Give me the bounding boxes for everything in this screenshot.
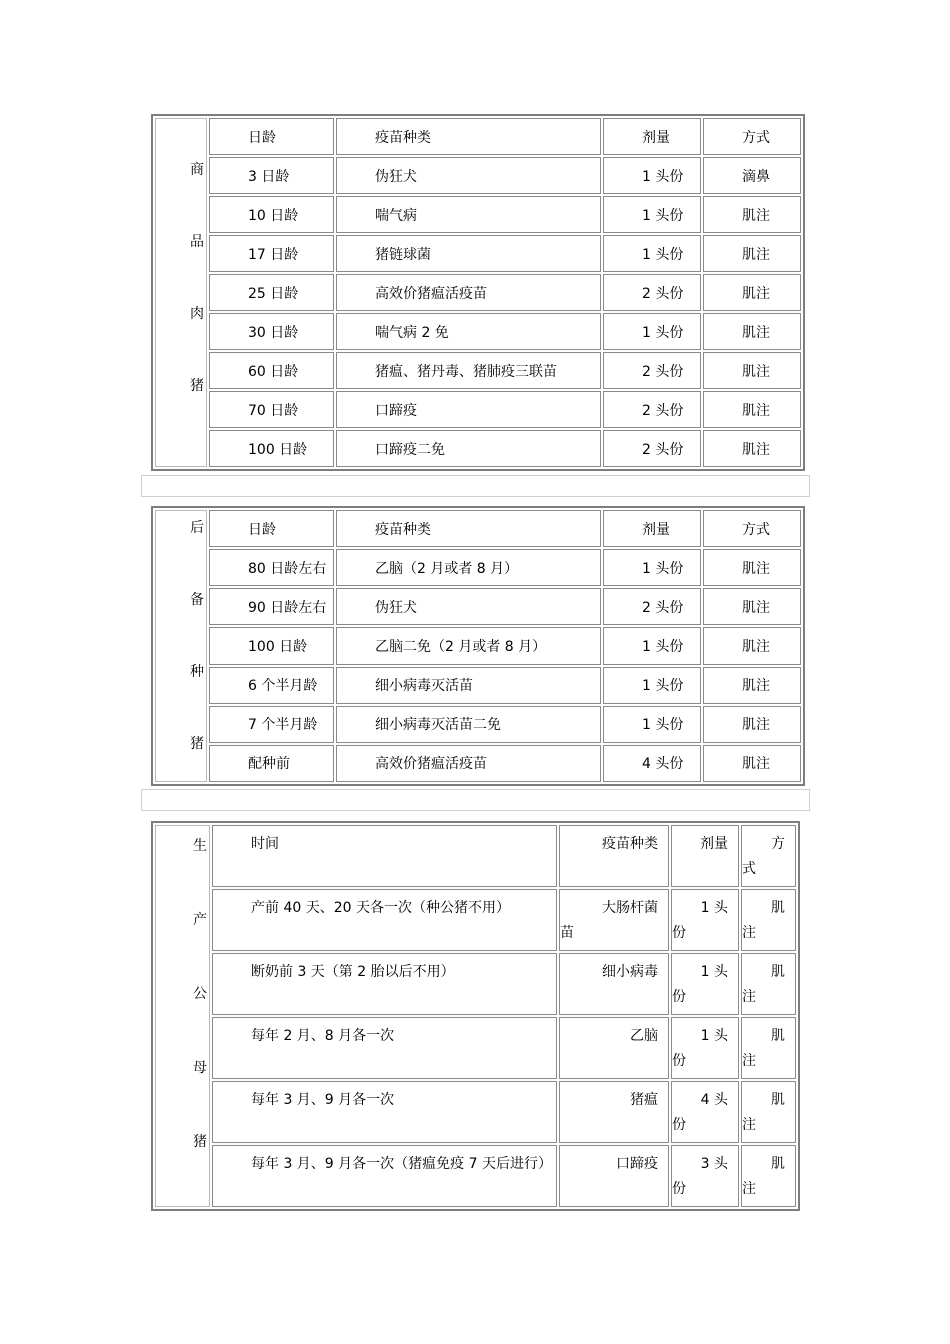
method-cell: 肌注 [703,706,801,743]
vaccine-cell: 高效价猪瘟活疫苗 [336,274,601,311]
vaccine-cell [559,953,669,1015]
vaccine-cell: 猪瘟、猪丹毒、猪肺疫三联苗 [336,352,601,389]
vaccine-cell [559,1081,669,1143]
category-char: 商 [190,162,204,178]
header-vaccine-text: 疫苗种类 [602,836,658,852]
method-cell: 肌注 [703,627,801,664]
dose-text-b: 份 [672,1053,686,1069]
time-cell: 每年 2 月、8 月各一次 [212,1017,557,1079]
table-header-row [155,118,801,155]
method-cell [741,889,796,951]
dose-text-b: 份 [672,1117,686,1133]
dose-cell: 2 头份 [603,588,701,625]
dose-cell: 2 头份 [603,430,701,467]
vaccine-cell: 伪狂犬 [336,588,601,625]
vaccine-cell: 伪狂犬 [336,157,601,194]
dose-text-b: 份 [672,1181,686,1197]
dose-cell: 1 头份 [603,235,701,272]
category-char: 猪 [190,736,204,752]
header-vaccine: 疫苗种类 [336,118,601,155]
age-cell: 30 日龄 [209,313,334,350]
age-cell: 17 日龄 [209,235,334,272]
method-cell [741,1017,796,1079]
method-cell: 肌注 [703,352,801,389]
vaccine-cell: 细小病毒灭活苗 [336,667,601,704]
header-dose-text: 剂量 [700,836,728,852]
table-row [155,1017,796,1079]
table-row [155,953,796,1015]
header-method [741,825,796,887]
dose-cell: 4 头份 [603,745,701,782]
vaccine-cell: 猪链球菌 [336,235,601,272]
age-cell: 60 日龄 [209,352,334,389]
header-method: 方式 [703,510,801,547]
age-cell: 100 日龄 [209,627,334,664]
age-cell: 配种前 [209,745,334,782]
category-char: 品 [190,234,204,250]
production-pig-vaccine-table [151,821,800,1211]
dose-text-a: 1 头 [700,900,728,916]
method-cell: 肌注 [703,430,801,467]
table-row [155,627,801,664]
method-text-a: 肌 [771,900,785,916]
header-dose [671,825,739,887]
vaccine-cell [559,1017,669,1079]
dose-cell: 1 头份 [603,313,701,350]
category-char: 产 [193,912,207,928]
time-cell: 断奶前 3 天（第 2 胎以后不用） [212,953,557,1015]
category-cell [155,825,210,1207]
category-cell [155,118,207,467]
method-cell: 肌注 [703,391,801,428]
table-row [155,313,801,350]
age-cell: 10 日龄 [209,196,334,233]
table-row [155,274,801,311]
method-text-a: 肌 [771,1092,785,1108]
dose-cell: 1 头份 [603,549,701,586]
header-age: 日龄 [209,510,334,547]
method-cell [741,1145,796,1207]
table-row [155,430,801,467]
table-row [155,745,801,782]
dose-text-a: 1 头 [700,964,728,980]
dose-cell: 2 头份 [603,274,701,311]
age-cell: 100 日龄 [209,430,334,467]
dose-cell: 1 头份 [603,196,701,233]
empty-divider-row [141,475,810,497]
vaccine-cell: 喘气病 [336,196,601,233]
age-cell: 80 日龄左右 [209,549,334,586]
age-cell: 3 日龄 [209,157,334,194]
table-row [155,549,801,586]
dose-text-a: 1 头 [700,1028,728,1044]
age-cell: 70 日龄 [209,391,334,428]
vaccine-cell: 乙脑二免（2 月或者 8 月） [336,627,601,664]
dose-cell: 1 头份 [603,706,701,743]
method-text-b: 注 [742,925,756,941]
method-cell: 肌注 [703,196,801,233]
dose-cell: 1 头份 [603,157,701,194]
header-dose: 剂量 [603,118,701,155]
vaccine-cell [559,889,669,951]
method-cell: 肌注 [703,313,801,350]
reserve-breeder-vaccine-table [151,506,805,786]
vaccine-text-a: 乙脑 [630,1028,658,1044]
age-cell: 6 个半月龄 [209,667,334,704]
dose-text-a: 3 头 [700,1156,728,1172]
vaccine-text-b: 苗 [560,925,574,941]
table-row [155,196,801,233]
time-cell: 每年 3 月、9 月各一次（猪瘟免疫 7 天后进行） [212,1145,557,1207]
dose-cell: 2 头份 [603,352,701,389]
table-row [155,157,801,194]
vaccine-cell: 乙脑（2 月或者 8 月） [336,549,601,586]
header-age: 日龄 [209,118,334,155]
dose-cell [671,889,739,951]
category-char: 种 [190,664,204,680]
dose-text-b: 份 [672,989,686,1005]
dose-cell: 1 头份 [603,627,701,664]
age-cell: 90 日龄左右 [209,588,334,625]
method-cell: 肌注 [703,745,801,782]
vaccine-cell: 细小病毒灭活苗二免 [336,706,601,743]
table-row [155,235,801,272]
method-cell [741,1081,796,1143]
dose-cell: 1 头份 [603,667,701,704]
method-text-a: 肌 [771,964,785,980]
empty-divider-row [141,789,810,811]
method-text-b: 注 [742,1181,756,1197]
dose-cell: 2 头份 [603,391,701,428]
table-header-row [155,510,801,547]
method-cell: 肌注 [703,588,801,625]
method-text-b: 注 [742,1117,756,1133]
age-cell: 7 个半月龄 [209,706,334,743]
vaccine-cell: 喘气病 2 免 [336,313,601,350]
method-cell: 滴鼻 [703,157,801,194]
vaccine-cell [559,1145,669,1207]
vaccine-cell: 高效价猪瘟活疫苗 [336,745,601,782]
vaccine-text-a: 猪瘟 [630,1092,658,1108]
method-cell: 肌注 [703,235,801,272]
category-char: 后 [190,520,204,536]
header-method: 方式 [703,118,801,155]
dose-cell [671,1145,739,1207]
category-char: 猪 [190,378,204,394]
header-method-text-b: 式 [742,861,756,877]
header-vaccine [559,825,669,887]
category-char: 肉 [190,306,204,322]
category-cell [155,510,207,782]
header-dose: 剂量 [603,510,701,547]
time-cell: 每年 3 月、9 月各一次 [212,1081,557,1143]
table-header-row [155,825,796,887]
time-cell: 产前 40 天、20 天各一次（种公猪不用） [212,889,557,951]
vaccine-text-a: 细小病毒 [602,964,658,980]
vaccine-cell: 口蹄疫 [336,391,601,428]
method-text-a: 肌 [771,1156,785,1172]
table-row [155,1081,796,1143]
header-method-text-a: 方 [771,836,785,852]
category-char: 猪 [193,1134,207,1150]
dose-text-b: 份 [672,925,686,941]
header-time: 时间 [212,825,557,887]
table-row [155,352,801,389]
category-char: 母 [193,1060,207,1076]
category-char: 生 [193,838,207,854]
dose-cell [671,953,739,1015]
dose-cell [671,1081,739,1143]
method-cell: 肌注 [703,549,801,586]
table-row [155,889,796,951]
vaccine-text-a: 大肠杆菌 [602,900,658,916]
vaccine-text-a: 口蹄疫 [616,1156,658,1172]
table-row [155,1145,796,1207]
method-text-a: 肌 [771,1028,785,1044]
commercial-pig-vaccine-table [151,114,805,471]
dose-cell [671,1017,739,1079]
method-cell [741,953,796,1015]
table-row [155,588,801,625]
method-cell: 肌注 [703,274,801,311]
dose-text-a: 4 头 [700,1092,728,1108]
header-vaccine: 疫苗种类 [336,510,601,547]
age-cell: 25 日龄 [209,274,334,311]
table-row [155,391,801,428]
category-char: 备 [190,592,204,608]
vaccine-cell: 口蹄疫二免 [336,430,601,467]
method-text-b: 注 [742,1053,756,1069]
table-row [155,706,801,743]
method-text-b: 注 [742,989,756,1005]
category-char: 公 [193,986,207,1002]
table-row [155,667,801,704]
method-cell: 肌注 [703,667,801,704]
